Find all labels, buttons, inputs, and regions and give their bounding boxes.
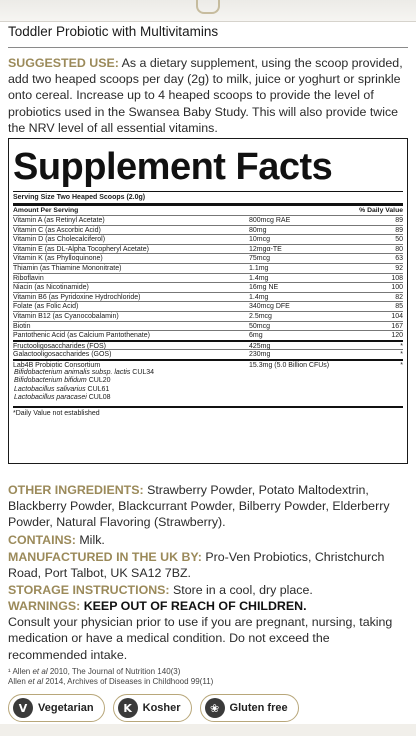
nutrient-name: Folate (as Folic Acid) — [13, 303, 79, 311]
fibre-list — [13, 340, 403, 359]
facts-row — [13, 321, 403, 331]
badge-gluten-free — [200, 694, 299, 722]
facts-title: Supplement Facts — [13, 146, 333, 188]
consortium-amount: 15.3mg (5.0 Billion CFUs) — [249, 361, 330, 369]
divider — [8, 47, 408, 48]
nutrient-name: Vitamin K (as Phylloquinone) — [13, 255, 103, 263]
nutrient-name: Galactooligosaccharides (GOS) — [13, 351, 112, 359]
nutrient-amount: 6mg — [249, 332, 263, 340]
strain-code: CUL61 — [85, 385, 110, 393]
certification-badges — [8, 694, 408, 722]
nutrient-amount: 1.4mg — [249, 293, 269, 301]
nutrient-name: Pantothenic Acid (as Calcium Pantothenate) — [13, 332, 150, 340]
nutrient-dv: 50 — [395, 236, 403, 244]
suggested-use-label: SUGGESTED USE: — [8, 56, 119, 70]
facts-row — [13, 244, 403, 254]
badge-vegetarian — [8, 694, 105, 722]
strain-species: Lactobacillus salivarius — [14, 385, 86, 393]
strain-list — [13, 369, 403, 403]
manufacturer-label: MANUFACTURED IN THE UK BY: — [8, 550, 202, 564]
references — [8, 667, 213, 687]
strain-species: Bifidobacterium bifidum — [14, 377, 87, 385]
warnings-text: Consult your physician prior to use if you are pregnant, nursing, taking medication or have a medical condition. Do not exceed the recommended intake. — [8, 615, 393, 662]
warnings-label: WARNINGS: — [8, 599, 81, 613]
vitamin-list — [13, 215, 403, 340]
nutrient-amount: 16mg NE — [249, 284, 279, 292]
nutrient-amount: 75mcg — [249, 255, 271, 263]
nutrient-dv: 89 — [395, 217, 403, 224]
facts-header-row — [13, 203, 403, 215]
other-ingredients-label: OTHER INGREDIENTS: — [8, 483, 144, 497]
package-top-edge — [0, 0, 416, 22]
gluten-free-icon: ❀ — [205, 698, 225, 718]
strain-code: CUL34 — [130, 368, 155, 376]
dv-header: % Daily Value — [359, 207, 403, 214]
strain-item — [13, 377, 403, 386]
nutrient-dv: 82 — [395, 293, 403, 301]
reference-item: ¹ Allen et al 2010, The Journal of Nutrition 140(3) — [8, 667, 181, 676]
contains-text: Milk. — [75, 533, 105, 547]
facts-row — [13, 349, 403, 359]
nutrient-dv: * — [400, 342, 403, 350]
nutrient-dv: 108 — [391, 274, 403, 282]
nutrient-amount: 10mcg — [249, 236, 271, 244]
nutrient-dv: 89 — [395, 226, 403, 234]
warnings-emphasis: KEEP OUT OF REACH OF CHILDREN. — [80, 599, 307, 613]
consortium-row — [13, 359, 403, 369]
facts-row — [13, 253, 403, 263]
amount-header: Amount Per Serving — [13, 207, 79, 214]
contains-section — [8, 532, 410, 548]
facts-row — [13, 292, 403, 302]
badge-kosher — [113, 694, 192, 722]
nutrient-dv: 167 — [391, 322, 403, 330]
nutrient-amount: 2.5mcg — [249, 312, 272, 320]
consortium-name: Lab4B Probiotic Consortium — [13, 361, 101, 369]
nutrient-name: Vitamin C (as Ascorbic Acid) — [13, 226, 101, 234]
suggested-use-section — [8, 55, 410, 136]
storage-label: STORAGE INSTRUCTIONS: — [8, 583, 170, 597]
manufacturer-text: Pro-Ven Probiotics, Christchurch Road, Port Talbot, UK SA12 7BZ. — [8, 550, 385, 581]
contains-label: CONTAINS: — [8, 533, 76, 547]
nutrient-name: Biotin — [13, 322, 31, 330]
facts-row — [13, 234, 403, 244]
facts-row — [13, 311, 403, 321]
nutrient-amount: 340mcg DFE — [249, 303, 290, 311]
supplement-facts-panel — [8, 138, 408, 464]
storage-text: Store in a cool, dry place. — [169, 583, 313, 597]
nutrient-name: Thiamin (as Thiamine Mononitrate) — [13, 264, 122, 272]
facts-row — [13, 301, 403, 311]
strain-item — [13, 369, 403, 378]
nutrient-name: Niacin (as Nicotinamide) — [13, 284, 89, 292]
other-ingredients-section — [8, 482, 410, 531]
strain-species: Bifidobacterium animalis subsp. lactis — [14, 368, 131, 376]
nutrient-name: Vitamin B12 (as Cyanocobalamin) — [13, 312, 119, 320]
strain-item — [13, 386, 403, 395]
nutrient-dv: 100 — [391, 284, 403, 292]
brand-logo-icon — [196, 0, 220, 14]
facts-row — [13, 263, 403, 273]
nutrient-dv: 63 — [395, 255, 403, 263]
nutrient-dv: 85 — [395, 303, 403, 311]
nutrient-amount: 800mcg RAE — [249, 217, 291, 224]
nutrient-name: Vitamin E (as DL-Alpha Tocopheryl Acetate) — [13, 245, 149, 253]
nutrient-amount: 1.4mg — [249, 274, 269, 282]
consortium-dv: * — [400, 361, 403, 369]
nutrient-amount: 50mcg — [249, 322, 271, 330]
manufacturer-section — [8, 549, 410, 581]
facts-row — [13, 215, 403, 225]
strain-code: CUL20 — [86, 377, 111, 385]
facts-row — [13, 273, 403, 283]
serving-size: Serving Size Two Heaped Scoops (2.0g) — [13, 191, 403, 203]
facts-row — [13, 225, 403, 235]
storage-section — [8, 582, 410, 598]
strain-species: Lactobacillus paracasei — [14, 394, 87, 402]
strain-code: CUL08 — [86, 394, 111, 402]
package-bottom-edge — [0, 724, 416, 736]
vegetarian-icon: V — [13, 698, 33, 718]
nutrient-name: Riboflavin — [13, 274, 44, 282]
nutrient-name: Vitamin A (as Retinyl Acetate) — [13, 217, 105, 224]
nutrient-dv: 92 — [395, 264, 403, 272]
facts-footnote: *Daily Value not established — [13, 406, 403, 417]
nutrient-dv: 120 — [391, 332, 403, 340]
nutrient-dv: 80 — [395, 245, 403, 253]
facts-row — [13, 282, 403, 292]
nutrient-name: Vitamin B6 (as Pyridoxine Hydrochloride) — [13, 293, 141, 301]
facts-row — [13, 330, 403, 340]
suggested-use-text: As a dietary supplement, using the scoop provided, add two heaped scoops per day (2g) to milk, juice or yoghurt or sprinkle onto cereal. Increase up to 4 heaped scoops to provide the level of probiotics used in the Swansea Baby Study. This will also provide twice the NRV level of all essential vitamins. — [8, 56, 403, 135]
product-title: Toddler Probiotic with Multivitamins — [8, 24, 219, 39]
reference-item: Allen et al 2014, Archives of Diseases in Childhood 99(11) — [8, 677, 214, 686]
kosher-icon: K — [118, 698, 138, 718]
nutrient-dv: * — [400, 351, 403, 359]
badge-label: Gluten free — [229, 702, 288, 714]
other-ingredients-text: Strawberry Powder, Potato Maltodextrin, Blackberry Powder, Blackcurrant Powder, Bilberry Powder, Elderberry Powder, Natural Flavoring (Strawberry). — [8, 483, 390, 530]
nutrient-amount: 12mgα-TE — [249, 245, 282, 253]
badge-label: Kosher — [142, 702, 181, 714]
nutrient-amount: 80mg — [249, 226, 267, 234]
nutrient-amount: 1.1mg — [249, 264, 269, 272]
nutrient-name: Fructooligosaccharides (FOS) — [13, 342, 106, 350]
warnings-section — [8, 598, 410, 663]
nutrient-amount: 230mg — [249, 351, 271, 359]
nutrient-dv: 104 — [391, 312, 403, 320]
facts-row — [13, 340, 403, 350]
nutrient-name: Vitamin D (as Cholecalciferol) — [13, 236, 106, 244]
strain-item — [13, 394, 403, 403]
nutrient-amount: 425mg — [249, 342, 271, 350]
badge-label: Vegetarian — [38, 702, 94, 714]
